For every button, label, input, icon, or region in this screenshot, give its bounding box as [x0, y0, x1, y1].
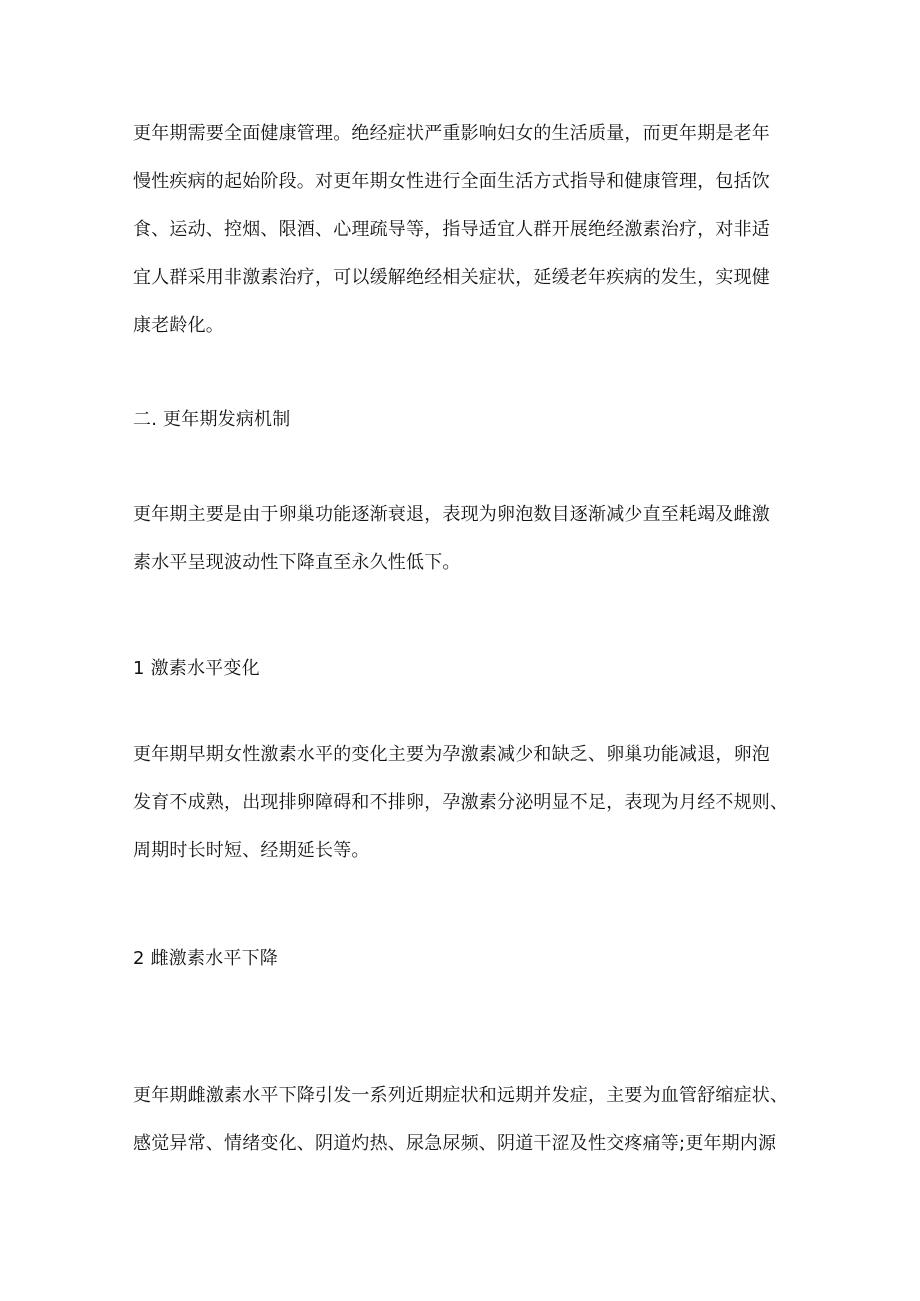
subsection-title: 2 雌激素水平下降	[133, 948, 278, 969]
text-line: 食、运动、控烟、限酒、心理疏导等，指导适宜人群开展绝经激素治疗，对非适	[133, 219, 770, 240]
text-line: 更年期主要是由于卵巢功能逐渐衰退，表现为卵泡数目逐渐减少直至耗竭及雌激	[133, 504, 770, 525]
text-line: 更年期需要全面健康管理。绝经症状严重影响妇女的生活质量，而更年期是老年	[133, 123, 770, 144]
paragraph-health-management	[133, 110, 813, 350]
subheading-estrogen-decline	[133, 935, 813, 983]
text-line: 康老龄化。	[133, 315, 224, 336]
text-line: 更年期早期女性激素水平的变化主要为孕激素减少和缺乏、卵巢功能减退，卵泡	[133, 744, 770, 765]
paragraph-early-menopause	[133, 731, 813, 875]
text-line: 宜人群采用非激素治疗，可以缓解绝经相关症状，延缓老年疾病的发生，实现健	[133, 267, 770, 288]
paragraph-ovarian-decline	[133, 491, 813, 587]
text-line: 发育不成熟，出现排卵障碍和不排卵，孕激素分泌明显不足，表现为月经不规则、	[133, 792, 789, 813]
text-line: 感觉异常、情绪变化、阴道灼热、尿急尿频、阴道干涩及性交疼痛等;更年期内源	[133, 1133, 777, 1154]
paragraph-estrogen-symptoms	[133, 1072, 813, 1168]
text-line: 周期时长时短、经期延长等。	[133, 840, 370, 861]
section-title: 二. 更年期发病机制	[133, 409, 291, 430]
text-line: 慢性疾病的起始阶段。对更年期女性进行全面生活方式指导和健康管理，包括饮	[133, 171, 770, 192]
text-line: 更年期雌激素水平下降引发一系列近期症状和远期并发症，主要为血管舒缩症状、	[133, 1085, 789, 1106]
subsection-title: 1 激素水平变化	[133, 658, 260, 679]
subheading-hormone-change	[133, 645, 813, 693]
text-line: 素水平呈现波动性下降直至永久性低下。	[133, 552, 461, 573]
section-heading-mechanism	[133, 396, 813, 444]
